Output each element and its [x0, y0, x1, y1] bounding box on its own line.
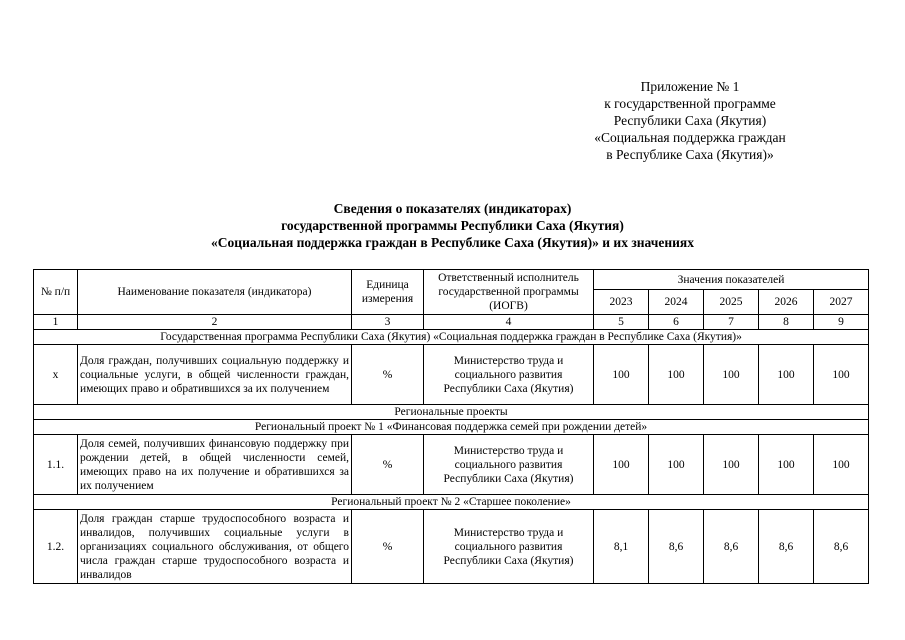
- row-value-2025: 100: [704, 345, 759, 405]
- row-num: 1.2.: [34, 510, 78, 584]
- section-row-project2: [34, 495, 869, 510]
- title-line: Сведения о показателях (индикаторах): [333, 201, 572, 216]
- section-project1-title: Региональный проект № 1 «Финансовая поддержка семей при рождении детей»: [34, 420, 869, 435]
- row-num: x: [34, 345, 78, 405]
- row-value-2027: 8,6: [814, 510, 869, 584]
- appendix-line: Приложение № 1: [640, 79, 740, 94]
- header-num: № п/п: [34, 270, 78, 315]
- row-indicator-name: Доля граждан, получивших социальную поддержку и социальные услуги, в общей численности граждан, имеющих право и обратившихся за их получением: [78, 345, 352, 405]
- row-unit: %: [352, 510, 424, 584]
- row-value-2026: 8,6: [759, 510, 814, 584]
- row-value-2025: 8,6: [704, 510, 759, 584]
- table-row: [34, 510, 869, 584]
- table-row: [34, 345, 869, 405]
- column-number: 3: [352, 315, 424, 330]
- title-line: «Социальная поддержка граждан в Республике Саха (Якутия)» и их значениях: [211, 235, 694, 250]
- column-number: 7: [704, 315, 759, 330]
- section-program-title: Государственная программа Республики Саха (Якутия) «Социальная поддержка граждан в Республике Саха (Якутия)»: [34, 330, 869, 345]
- title-line: государственной программы Республики Саха (Якутия): [281, 218, 624, 233]
- column-number: 2: [78, 315, 352, 330]
- table-row: [34, 435, 869, 495]
- row-value-2023: 8,1: [594, 510, 649, 584]
- column-number: 8: [759, 315, 814, 330]
- appendix-line: Республики Саха (Якутия): [613, 113, 767, 128]
- row-value-2024: 100: [649, 435, 704, 495]
- appendix-line: «Социальная поддержка граждан: [594, 130, 786, 145]
- appendix-line: к государственной программе: [604, 96, 776, 111]
- row-unit: %: [352, 435, 424, 495]
- row-value-2026: 100: [759, 435, 814, 495]
- row-value-2023: 100: [594, 345, 649, 405]
- header-year: 2027: [814, 290, 869, 315]
- row-value-2023: 100: [594, 435, 649, 495]
- column-number: 4: [424, 315, 594, 330]
- section-row-project1: [34, 420, 869, 435]
- column-number: 5: [594, 315, 649, 330]
- header-name: Наименование показателя (индикатора): [78, 270, 352, 315]
- appendix-line: в Республике Саха (Якутия)»: [606, 147, 774, 162]
- row-indicator-name: Доля граждан старше трудоспособного возраста и инвалидов, получивших социальные услуги в организациях социального обслуживания, от общего числа граждан старше трудоспособного возраста и инвалидов: [78, 510, 352, 584]
- row-value-2027: 100: [814, 345, 869, 405]
- header-year: 2025: [704, 290, 759, 315]
- row-num: 1.1.: [34, 435, 78, 495]
- header-year: 2023: [594, 290, 649, 315]
- row-indicator-name: Доля семей, получивших финансовую поддержку при рождении детей, в общей численности семей, имеющих право на их получение и обратившихся за их получением: [78, 435, 352, 495]
- row-executor: Министерство труда и социального развития Республики Саха (Якутия): [424, 345, 594, 405]
- header-year: 2024: [649, 290, 704, 315]
- row-executor: Министерство труда и социального развития Республики Саха (Якутия): [424, 510, 594, 584]
- row-value-2024: 100: [649, 345, 704, 405]
- header-row: [34, 270, 869, 290]
- row-value-2026: 100: [759, 345, 814, 405]
- header-year: 2026: [759, 290, 814, 315]
- row-executor: Министерство труда и социального развития Республики Саха (Якутия): [424, 435, 594, 495]
- column-number: 6: [649, 315, 704, 330]
- indicators-table: [33, 269, 869, 584]
- section-project2-title: Региональный проект № 2 «Старшее поколение»: [34, 495, 869, 510]
- row-value-2025: 100: [704, 435, 759, 495]
- column-number: 1: [34, 315, 78, 330]
- row-value-2027: 100: [814, 435, 869, 495]
- header-executor: Ответственный исполнитель государственной программы (ИОГВ): [424, 270, 594, 315]
- header-values-group: Значения показателей: [594, 270, 869, 290]
- document-title: [0, 200, 905, 251]
- appendix-heading: [540, 78, 840, 163]
- section-row-regional: [34, 405, 869, 420]
- header-unit: Единица измерения: [352, 270, 424, 315]
- section-row-program: [34, 330, 869, 345]
- column-numbers-row: [34, 315, 869, 330]
- section-regional-title: Региональные проекты: [34, 405, 869, 420]
- column-number: 9: [814, 315, 869, 330]
- row-unit: %: [352, 345, 424, 405]
- row-value-2024: 8,6: [649, 510, 704, 584]
